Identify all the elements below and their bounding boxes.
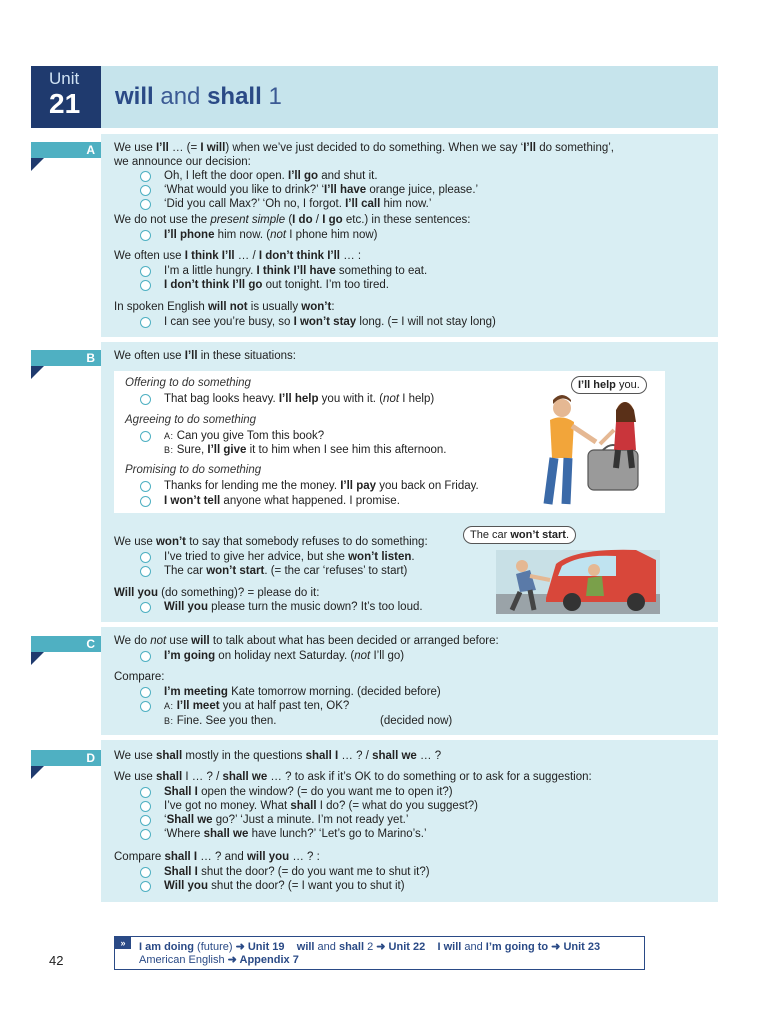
unit-number: 21 (49, 88, 81, 119)
bullet-icon (140, 496, 151, 507)
a-line-4: We often use I think I’ll … / I don’t think I’ll … : (114, 250, 362, 262)
unit-box (31, 66, 101, 128)
section-b-corner (31, 366, 44, 379)
section-c-corner (31, 652, 44, 665)
section-c-tab: C (31, 636, 101, 652)
a-example-6: I don’t think I’ll go out tonight. I’m too tired. (164, 279, 389, 291)
bullet-icon (140, 552, 151, 563)
d-example-2: I’ve got no money. What shall I do? (= what do you suggest?) (164, 800, 478, 812)
section-d-corner (31, 766, 44, 779)
speech-bubble-car: The car won’t start. (463, 526, 576, 544)
page-number: 42 (49, 953, 64, 968)
bullet-icon (140, 199, 151, 210)
speech-bubble-help: I’ll help you. (571, 376, 647, 394)
bullet-icon (140, 651, 151, 662)
b-example-1: That bag looks heavy. I’ll help you with it. (not I help) (164, 393, 435, 405)
a-example-7: I can see you’re busy, so I won’t stay long. (= I will not stay long) (164, 316, 496, 328)
c-example-3: A: I’ll meet you at half past ten, OK? (164, 700, 350, 712)
d-example-4: ‘Where shall we have lunch?’ ‘Let’s go to Marino’s.’ (164, 828, 427, 840)
bullet-icon (140, 394, 151, 405)
d-example-6: Will you shut the door? (= I want you to shut it) (164, 880, 405, 892)
a-example-5: I’m a little hungry. I think I’ll have something to eat. (164, 265, 428, 277)
category-promising: Promising to do something (125, 464, 262, 476)
d-line-1: We use shall mostly in the questions shall I … ? / shall we … ? (114, 750, 442, 762)
c-example-2: I’m meeting Kate tomorrow morning. (decided before) (164, 686, 441, 698)
d-example-5: Shall I shut the door? (= do you want me to shut it?) (164, 866, 430, 878)
category-offering: Offering to do something (125, 377, 251, 389)
double-chevron-icon: » (115, 937, 131, 949)
section-a-tab: A (31, 142, 101, 158)
d-example-3: ‘Shall we go?’ ‘Just a minute. I’m not ready yet.’ (164, 814, 409, 826)
cross-reference-box (114, 936, 645, 970)
a-line-3: We do not use the present simple (I do / I go etc.) in these sentences: (114, 214, 471, 226)
bullet-icon (140, 431, 151, 442)
bullet-icon (140, 701, 151, 712)
bullet-icon (140, 280, 151, 291)
bullet-icon (140, 801, 151, 812)
a-line-5: In spoken English will not is usually won’t: (114, 301, 335, 313)
b-line-2: We use won’t to say that somebody refuses to do something: (114, 536, 428, 548)
cross-reference-line-1: I am doing (future) ➜ Unit 19 will and shall 2 ➜ Unit 22 I will and I’m going to ➜ Unit 23 (139, 941, 601, 953)
bullet-icon (140, 566, 151, 577)
d-line-2: We use shall I … ? / shall we … ? to ask if it’s OK to do something or to ask for a suggestion: (114, 771, 592, 783)
bullet-icon (140, 829, 151, 840)
b-example-3: B: Sure, I’ll give it to him when I see him this afternoon. (164, 444, 447, 456)
b-example-2: A: Can you give Tom this book? (164, 430, 325, 442)
bullet-icon (140, 185, 151, 196)
bullet-icon (140, 317, 151, 328)
b-example-5: I won’t tell anyone what happened. I promise. (164, 495, 400, 507)
bullet-icon (140, 815, 151, 826)
b-example-8: Will you please turn the music down? It’s too loud. (164, 601, 423, 613)
bullet-icon (140, 481, 151, 492)
section-d-tab: D (31, 750, 101, 766)
car-illustration (496, 540, 660, 614)
bullet-icon (140, 171, 151, 182)
b-example-6: I’ve tried to give her advice, but she won’t listen. (164, 551, 415, 563)
a-example-4: I’ll phone him now. (not I phone him now) (164, 229, 378, 241)
a-example-3: ‘Did you call Max?’ ‘Oh no, I forgot. I’ll call him now.’ (164, 198, 432, 210)
bullet-icon (140, 602, 151, 613)
bullet-icon (140, 787, 151, 798)
c-example-4-note: (decided now) (380, 715, 453, 727)
a-line-1: We use I’ll … (= I will) when we’ve just decided to do something. When we say ‘I’ll do something’, (114, 142, 614, 154)
c-example-4: B: Fine. See you then. (164, 715, 277, 727)
c-example-1: I’m going on holiday next Saturday. (not I’ll go) (164, 650, 405, 662)
section-a-corner (31, 158, 44, 171)
b-line-1: We often use I’ll in these situations: (114, 350, 296, 362)
a-example-1: Oh, I left the door open. I’ll go and shut it. (164, 170, 378, 182)
a-line-2: we announce our decision: (114, 156, 251, 168)
b-example-4: Thanks for lending me the money. I’ll pay you back on Friday. (164, 480, 479, 492)
c-line-2: Compare: (114, 671, 165, 683)
bullet-icon (140, 867, 151, 878)
a-example-2: ‘What would you like to drink?’ ‘I’ll have orange juice, please.’ (164, 184, 479, 196)
title-bar (101, 66, 718, 128)
help-illustration (508, 388, 658, 510)
unit-label: Unit (49, 69, 80, 88)
bullet-icon (140, 881, 151, 892)
cross-reference-line-2: American English ➜ Appendix 7 (139, 954, 299, 966)
b-line-3: Will you (do something)? = please do it: (114, 587, 320, 599)
section-b-tab: B (31, 350, 101, 366)
d-line-3: Compare shall I … ? and will you … ? : (114, 851, 320, 863)
c-line-1: We do not use will to talk about what has been decided or arranged before: (114, 635, 499, 647)
bullet-icon (140, 687, 151, 698)
bullet-icon (140, 230, 151, 241)
category-agreeing: Agreeing to do something (125, 414, 257, 426)
d-example-1: Shall I open the window? (= do you want me to open it?) (164, 786, 453, 798)
bullet-icon (140, 266, 151, 277)
b-example-7: The car won’t start. (= the car ‘refuses’ to start) (164, 565, 408, 577)
page-title: will and shall 1 (115, 83, 282, 110)
